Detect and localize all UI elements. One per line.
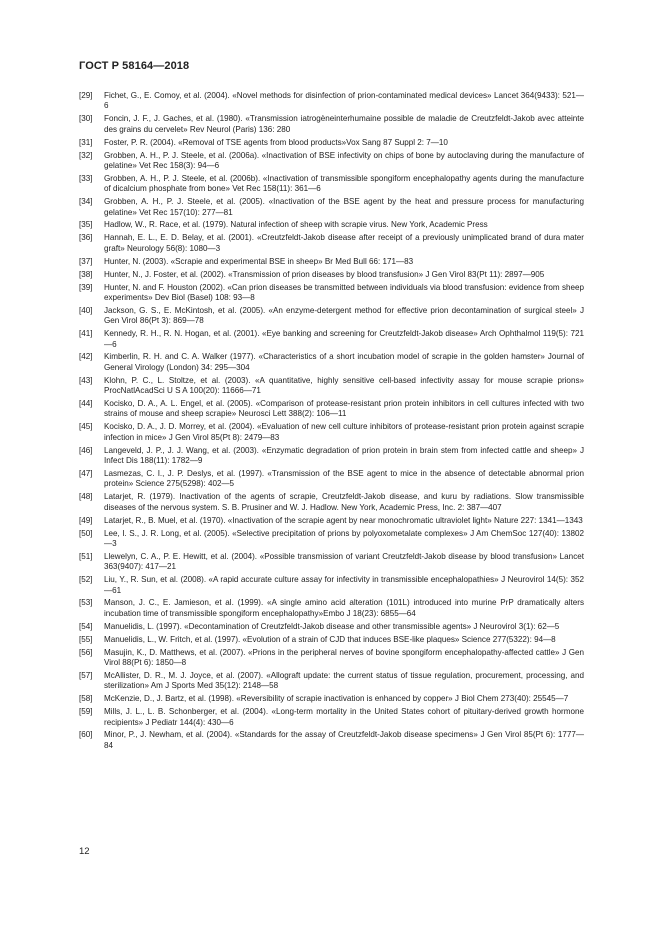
reference-number: [45] [79,422,93,432]
reference-text: Latarjet, R., B. Muel, et al. (1970). «Inactivation of the scrapie agent by near monochromatic ultraviolet light» Nature 227: 1341—1343 [104,515,583,525]
reference-text: Jackson, G. S., E. McKintosh, et al. (2005). «An enzyme-detergent method for effective prion decontamination of surgical steel» J Gen Virol 86(Pt 3): 869—78 [104,305,584,326]
reference-number: [34] [79,197,93,207]
reference-item [79,376,584,397]
reference-text: McAllister, D. R., M. J. Joyce, et al. (2007). «Allograft update: the current status of tissue regulation, procurement, processing, and sterilization» Am J Sports Med 35(12): 2148—58 [104,670,584,691]
reference-item [79,151,584,172]
reference-item [79,270,584,280]
reference-number: [38] [79,269,93,279]
reference-text: Grobben, A. H., P. J. Steele, et al. (2006a). «Inactivation of BSE infectivity on chips of bone by autoclaving during the manufacture of gelatine» Vet Rec 158(3): 94—6 [104,150,584,170]
reference-item [79,707,584,728]
reference-number: [55] [79,634,93,644]
reference-number: [52] [79,575,93,585]
reference-text: Manson, J. C., E. Jamieson, et al. (1999). «A single amino acid alteration (101L) introduced into murine PrP dramatically alters incubation time of transmissible spongiform encephalopathy»Embo J 18(23): 6855—64 [104,598,584,618]
reference-number: [32] [79,150,93,160]
reference-item [79,306,584,327]
reference-text: Mills, J. L., L. B. Schonberger, et al. (2004). «Long-term mortality in the United States cohort of pituitary-derived growth hormone recipients» J Pediatr 144(4): 430—6 [104,707,584,727]
reference-text: Fichet, G., E. Comoy, et al. (2004). «Novel methods for disinfection of prion-contaminated medical devices» Lancet 364(9433): 521—6 [104,91,584,111]
reference-number: [50] [79,528,93,538]
reference-text: Foncin, J. F., J. Gaches, et al. (1980). «Transmission iatrogèneinterhumaine possible de maladie de Creutzfeldt-Jakob avec atteinte des grains du cervelet» Rev Neurol (Paris) 136: 280 [104,114,584,134]
reference-item [79,552,584,573]
reference-text: Kocisko, D. A., A. L. Engel, et al. (2005). «Comparison of protease-resistant prion protein inhibitors in cell cultures infected with two strains of mouse and sheep scrapie» Neurosci Lett 388(2): 106—11 [104,399,584,419]
reference-text: Latarjet, R. (1979). Inactivation of the agents of scrapie, Creutzfeldt-Jakob disease, and kuru by radiations. Slow transmissible diseases of the nervous system. S. B. Prusiner and W. J. Hadlow. New York, Academic Press, Inc. 2: 387—407 [104,492,584,512]
reference-text: Kimberlin, R. H. and C. A. Walker (1977). «Characteristics of a short incubation model of scrapie in the golden hamster» Journal of General Virology (London) 34: 295—304 [104,352,584,372]
reference-item [79,446,584,467]
reference-number: [49] [79,515,93,525]
reference-text: Hunter, N. and F. Houston (2002). «Can prion diseases be transmitted between individuals via blood transfusion: evidence from sheep experiments» Dev Biol (Basel) 108: 93—8 [104,282,584,302]
reference-text: Manuelidis, L. (1997). «Decontamination of Creutzfeldt-Jakob disease and other transmissible agents» J Neurovirol 3(1): 62—5 [104,621,560,631]
reference-text: Klohn, P. C., L. Stoltze, et al. (2003). «A quantitative, highly sensitive cell-based infectivity assay for mouse scrapie prions» ProcNatlAcadSci U S A 100(20): 11666—71 [104,375,584,396]
reference-number: [40] [79,305,93,315]
reference-text: Minor, P., J. Newham, et al. (2004). «Standards for the assay of Creutzfeldt-Jakob disease specimens» J Gen Virol 85(Pt 6): 1777—84 [104,730,584,750]
reference-number: [57] [79,670,93,680]
reference-item [79,422,584,443]
reference-item [79,257,584,267]
reference-number: [35] [79,220,93,230]
reference-number: [59] [79,707,93,717]
reference-number: [31] [79,137,93,147]
reference-number: [54] [79,621,93,631]
reference-item [79,329,584,350]
reference-item [79,694,584,704]
reference-number: [39] [79,282,93,292]
reference-text: Kennedy, R. H., R. N. Hogan, et al. (2001). «Eye banking and screening for Creutzfeldt-Jakob disease» Arch Ophthalmol 119(5): 721—6 [104,329,584,349]
reference-item [79,197,584,218]
reference-item [79,648,584,669]
reference-number: [51] [79,551,93,561]
reference-text: Hannah, E. L., E. D. Belay, et al. (2001). «Creutzfeldt-Jakob disease after receipt of a previously unimplicated brand of dura mater graft» Neurology 56(8): 1080—3 [104,233,584,253]
reference-item [79,114,584,135]
reference-item [79,233,584,254]
reference-text: Liu, Y., R. Sun, et al. (2008). «A rapid accurate culture assay for infectivity in transmissible encephalopathies» J Neurovirol 14(5): 352—61 [104,575,584,595]
reference-item [79,469,584,490]
reference-text: Grobben, A. H., P. J. Steele, et al. (2005). «Inactivation of the BSE agent by the heat and pressure process for manufacturing gelatine» Vet Rec 157(10): 277—81 [104,197,584,217]
reference-item [79,174,584,195]
reference-item [79,91,584,112]
reference-text: Manuelidis, L., W. Fritch, et al. (1997). «Evolution of a strain of CJD that induces BSE-like plaques» Science 277(5322): 94—8 [104,634,556,644]
reference-item [79,492,584,513]
reference-item [79,622,584,632]
reference-number: [47] [79,469,93,478]
reference-text: Lee, I. S., J. R. Long, et al. (2005). «Selective precipitation of prions by polyoxometalate complexes» J Am ChemSoc 127(40): 13802—3 [104,528,584,548]
reference-number: [53] [79,598,93,608]
reference-item [79,575,584,596]
reference-number: [30] [79,114,93,124]
reference-item [79,529,584,550]
reference-text: Lasmezas, C. I., J. P. Deslys, et al. (1997). «Transmission of the BSE agent to mice in the absence of detectable abnormal prion protein» Science 275(5298): 402—5 [104,469,584,489]
reference-item [79,352,584,373]
reference-number: [44] [79,399,93,409]
reference-number: [36] [79,233,93,243]
reference-text: Hadlow, W., R. Race, et al. (1979). Natural infection of sheep with scrapie virus. New York, Academic Press [104,220,488,230]
document-header: ГОСТ Р 58164—2018 [79,60,190,72]
reference-item [79,516,584,526]
reference-number: [46] [79,445,93,455]
reference-text: Grobben, A. H., P. J. Steele, et al. (2006b). «Inactivation of transmissible spongiform encephalopathy agents during the manufacture of dicalcium phosphate from bone» Vet Rec 158(11): 361—6 [104,173,584,194]
reference-text: Hunter, N. (2003). «Scrapie and experimental BSE in sheep» Br Med Bull 66: 171—83 [104,256,414,266]
reference-number: [41] [79,329,93,339]
reference-text: McKenzie, D., J. Bartz, et al. (1998). «Reversibility of scrapie inactivation is enhanced by copper» J Biol Chem 273(40): 25545—7 [104,694,569,704]
reference-text: Hunter, N., J. Foster, et al. (2002). «Transmission of prion diseases by blood transfusion» J Gen Virol 83(Pt 11): 2897—905 [104,269,545,279]
reference-item [79,283,584,304]
reference-text: Foster, P. R. (2004). «Removal of TSE agents from blood products»Vox Sang 87 Suppl 2: 7—10 [104,137,448,147]
reference-list [79,91,584,754]
reference-number: [33] [79,173,93,183]
reference-number: [58] [79,694,93,704]
reference-text: Masujin, K., D. Matthews, et al. (2007). «Prions in the peripheral nerves of bovine spongiform encephalopathy-affected cattle» J Gen Virol 88(Pt 6): 1850—8 [104,647,584,667]
reference-item [79,138,584,148]
reference-item [79,635,584,645]
reference-item [79,399,584,420]
reference-text: Kocisko, D. A., J. D. Morrey, et al. (2004). «Evaluation of new cell culture inhibitors of protease-resistant prion protein against scrapie infection in mice» J Gen Virol 85(Pt 8): 2479—83 [104,422,584,442]
reference-number: [29] [79,91,93,100]
reference-number: [42] [79,352,93,362]
reference-number: [43] [79,375,93,385]
page-number: 12 [79,846,90,857]
reference-item [79,671,584,692]
reference-item [79,220,584,230]
reference-item [79,598,584,619]
reference-number: [60] [79,730,93,740]
reference-number: [37] [79,256,93,266]
reference-text: Llewelyn, C. A., P. E. Hewitt, et al. (2004). «Possible transmission of variant Creutzfeldt-Jakob disease by blood transfusion» Lancet 363(9407): 417—21 [104,551,584,572]
reference-text: Langeveld, J. P., J. J. Wang, et al. (2003). «Enzymatic degradation of prion protein in brain stem from infected cattle and sheep» J Infect Dis 188(11): 1782—9 [104,445,584,466]
reference-number: [48] [79,492,93,502]
reference-item [79,730,584,751]
reference-number: [56] [79,647,93,657]
